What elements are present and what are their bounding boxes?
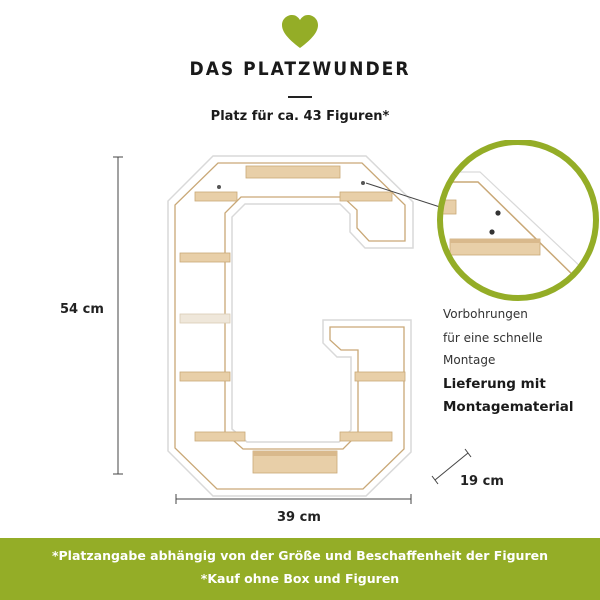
heart-icon (280, 14, 320, 50)
info-bold-line: Montagematerial (443, 399, 574, 415)
zoom-detail-circle (440, 142, 600, 320)
footer-note: *Kauf ohne Box und Figuren (200, 571, 400, 586)
width-label: 39 cm (277, 510, 321, 525)
footer-note: *Platzangabe abhängig von der Größe und Beschaffenheit der Figuren (51, 548, 548, 563)
title-divider (288, 96, 312, 98)
depth-label: 19 cm (460, 474, 504, 489)
info-bold-line: Lieferung mit (443, 376, 546, 392)
info-text-line: für eine schnelle (443, 331, 543, 345)
g-shelf-body (168, 156, 413, 496)
info-text-line: Vorbohrungen (443, 307, 528, 321)
info-text-line: Montage (443, 353, 496, 367)
height-label: 54 cm (60, 302, 104, 317)
page-title: DAS PLATZWUNDER (189, 58, 411, 80)
subtitle: Platz für ca. 43 Figuren* (210, 109, 390, 124)
height-dimension-line (113, 157, 123, 474)
